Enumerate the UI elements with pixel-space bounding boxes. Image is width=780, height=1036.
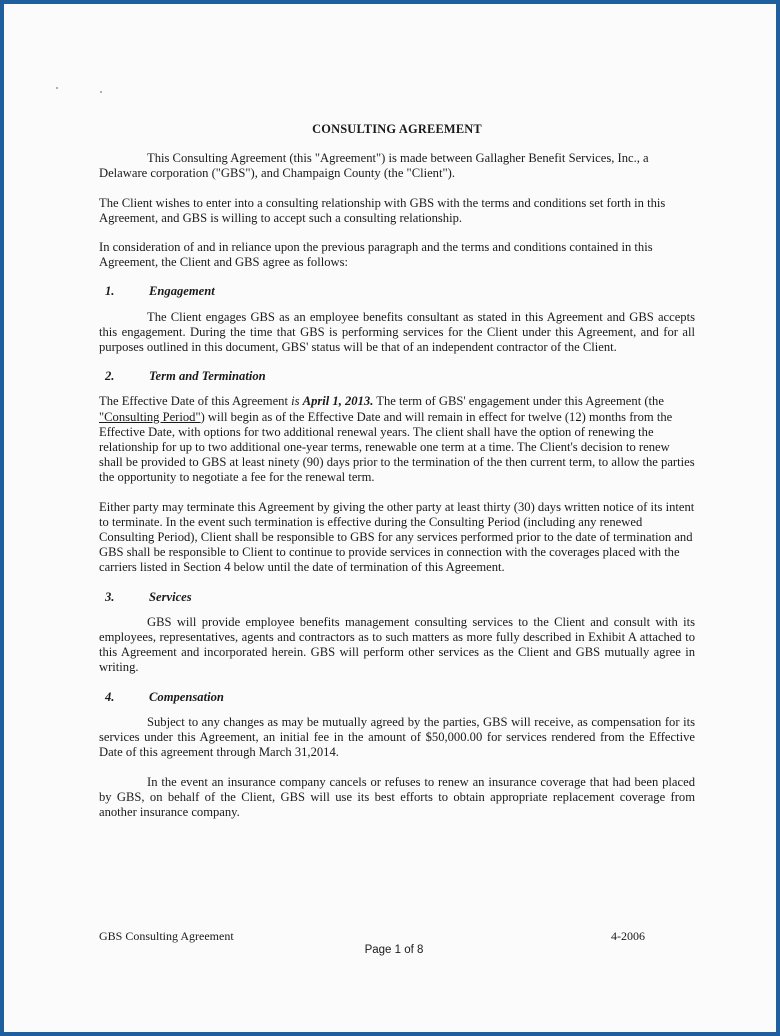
page-number: Page 1 of 8 xyxy=(364,944,424,956)
defined-term: "Consulting Period" xyxy=(99,409,201,424)
section-3-text: GBS will provide employee benefits management consulting services to the Client and consult with its employees, representatives, agents and contractors as to such matters as more fully described in Exhibit A attached to this Agreement and incorporated herein. GBS will perform other services as the Client and GBS mutually agree in writing. xyxy=(99,614,695,675)
section-number: 3. xyxy=(105,589,115,604)
paragraph-consideration: In consideration of and in reliance upon the previous paragraph and the terms and conditions contained in this Agreement, the Client and GBS agree as follows: xyxy=(99,240,653,270)
document-page xyxy=(99,122,695,834)
page-footer xyxy=(99,929,645,944)
section-number: 1. xyxy=(105,284,115,299)
section-4-heading xyxy=(99,690,695,705)
section-title: Services xyxy=(149,589,192,604)
footer-version: 4-2006 xyxy=(611,929,645,943)
section-1-heading xyxy=(99,284,695,299)
paragraph-relationship: The Client wishes to enter into a consulting relationship with GBS with the terms and conditions set forth in this Agreement, and GBS is willing to accept such a consulting relationship. xyxy=(99,195,666,225)
intro-paragraph: This Consulting Agreement (this "Agreement") is made between Gallagher Benefit Services, Inc., a Delaware corporation ("GBS"), and Champaign County (the "Client"). xyxy=(99,151,649,181)
section-2-heading xyxy=(99,369,695,384)
section-4-paragraph-2: In the event an insurance company cancels or refuses to renew an insurance coverage that had been placed by GBS, on behalf of the Client, GBS will use its best efforts to obtain appropriate replacement coverage from another insurance company. xyxy=(99,774,695,819)
section-2-paragraph-1 xyxy=(99,394,695,485)
section-2-paragraph-2: Either party may terminate this Agreement by giving the other party at least thirty (30) days written notice of its intent to terminate. In the event such termination is effective during the Consulting Period (including any renewed Consulting Period), Client shall be responsible to GBS for any services performed prior to the date of termination and GBS shall be responsible to Client to continue to provide services in connection with the coverages placed with the carriers listed in Section 4 below until the date of termination of this Agreement. xyxy=(99,499,695,575)
section-4-paragraph-1: Subject to any changes as may be mutually agreed by the parties, GBS will receive, as compensation for its services under this Agreement, an initial fee in the amount of $50,000.00 for services rendered from the Effective Date of this agreement through March 31,2014. xyxy=(99,714,695,760)
text-run: The term of GBS' engagement under this Agreement (the xyxy=(373,394,664,409)
text-run: ) will begin as of the Effective Date and will remain in effect for twelve (12) months from the Effective Date, with options for two additional renewal years. The client shall have the option of renewing the relationship for up to two additional one-year terms, renewable one term at a time. The Client's decision to renew shall be provided to GBS at least ninety (90) days prior to the termination of the then current term, to allow the parties the opportunity to negotiate a fee for the renewal term. xyxy=(99,409,695,485)
section-title: Engagement xyxy=(149,284,215,299)
text-run: The Effective Date of this Agreement xyxy=(99,394,292,409)
section-1-text: The Client engages GBS as an employee benefits consultant as stated in this Agreement and GBS accepts this engagement. During the time that GBS is performing services for the Client under this Agreement, and for all purposes outlined in this document, GBS' status will be that of an independent contractor of the Client. xyxy=(99,309,695,355)
scan-speck xyxy=(100,91,102,93)
section-title: Compensation xyxy=(149,689,224,704)
section-title: Term and Termination xyxy=(149,369,266,384)
document-title: CONSULTING AGREEMENT xyxy=(312,122,482,136)
section-number: 4. xyxy=(105,689,115,704)
effective-date: April 1, 2013. xyxy=(302,394,374,409)
scan-speck xyxy=(56,87,58,89)
section-3-heading xyxy=(99,590,695,605)
section-number: 2. xyxy=(105,369,115,384)
footer-title: GBS Consulting Agreement xyxy=(99,929,234,943)
text-run: is xyxy=(291,394,300,409)
